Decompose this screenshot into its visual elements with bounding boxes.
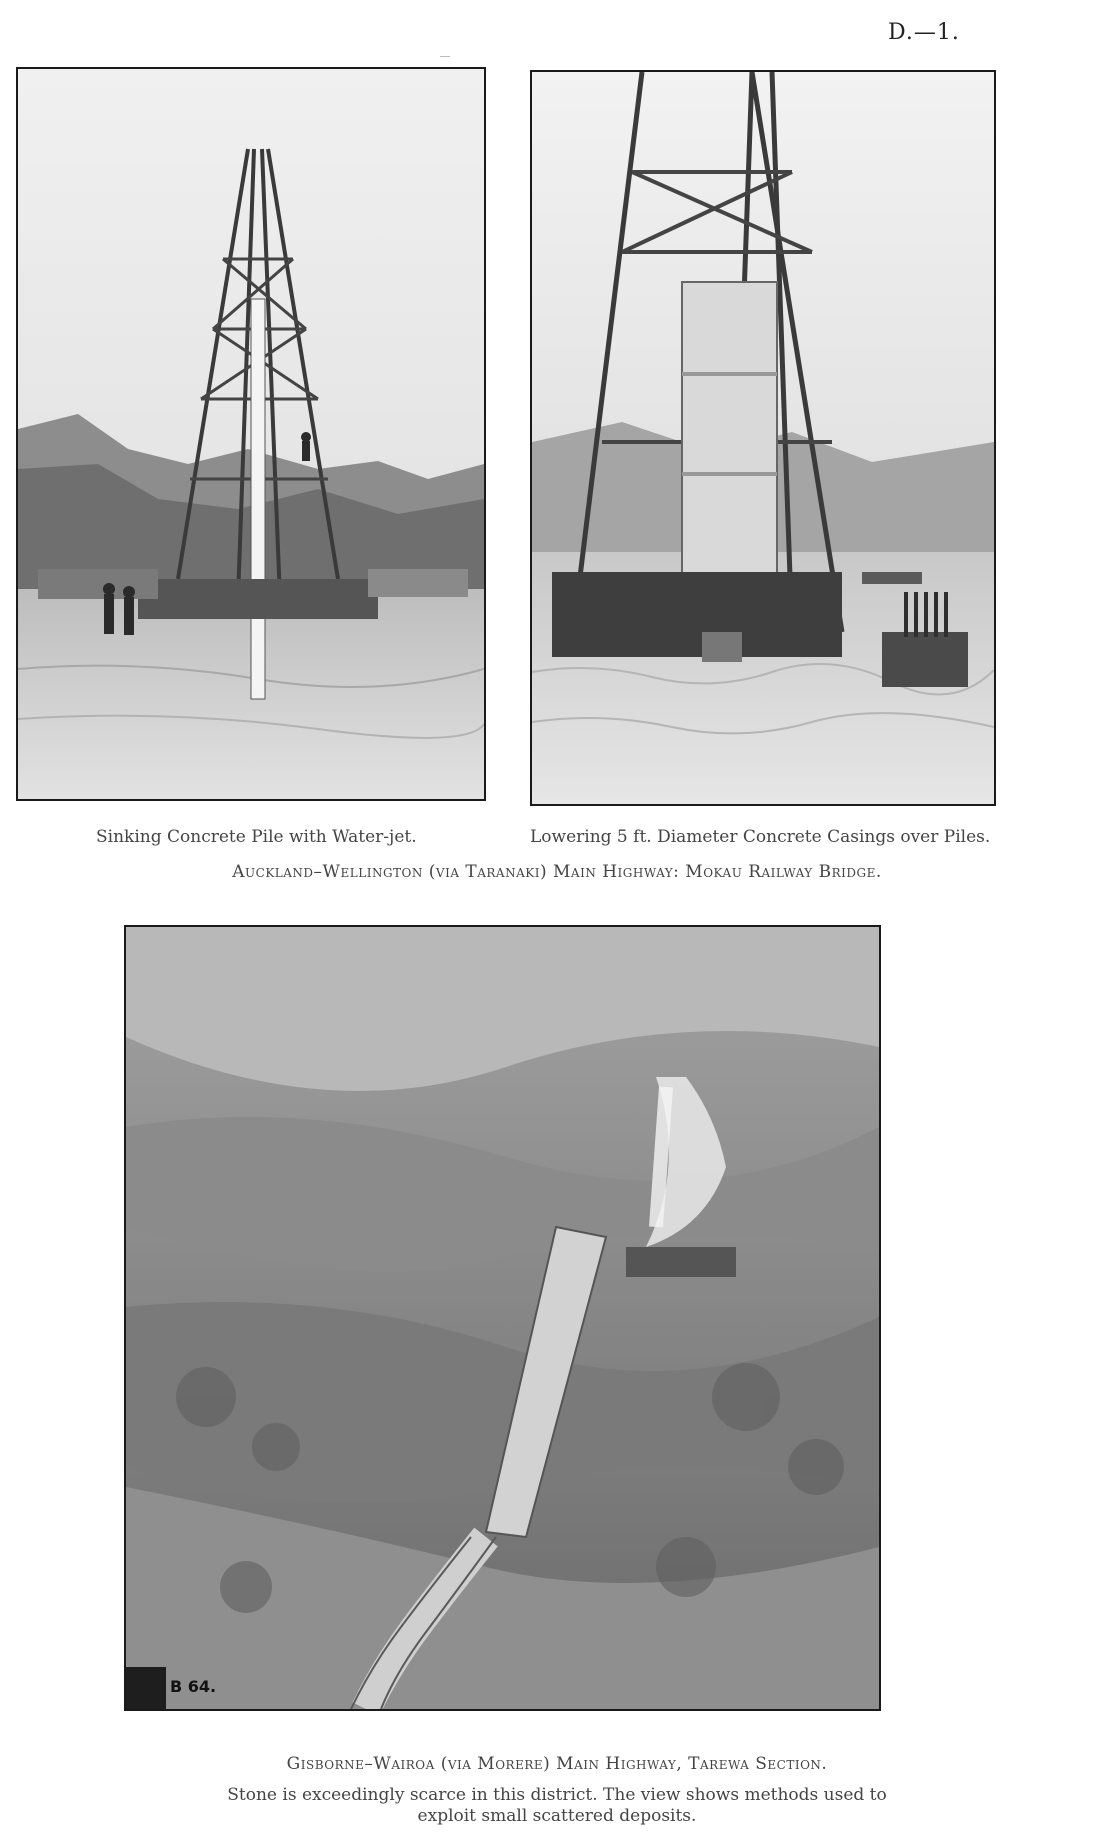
photo-pile-sinking-illustration	[18, 69, 484, 799]
top-section-title: Auckland–Wellington (via Taranaki) Main Highway: Mokau Railway Bridge.	[232, 862, 882, 882]
photo-tarewa-section	[124, 925, 881, 1711]
bottom-section-title: Gisborne–Wairoa (via Morere) Main Highway, Tarewa Section.	[286, 1754, 828, 1774]
bottom-note-line-1: Stone is exceedingly scarce in this district. The view shows methods used to	[227, 1785, 887, 1805]
caption-left: Sinking Concrete Pile with Water-jet.	[96, 827, 417, 847]
photo-pile-sinking	[16, 67, 486, 801]
page-reference: D.—1.	[888, 20, 960, 45]
print-mark	[440, 56, 450, 57]
caption-right: Lowering 5 ft. Diameter Concrete Casings over Piles.	[530, 827, 991, 847]
photo-tarewa-section-illustration	[126, 927, 879, 1709]
photo-lowering-casings	[530, 70, 996, 806]
photo-lowering-casings-illustration	[532, 72, 994, 804]
plate-marking: B 64.	[170, 1677, 217, 1696]
bottom-note-line-2: exploit small scattered deposits.	[417, 1806, 697, 1826]
